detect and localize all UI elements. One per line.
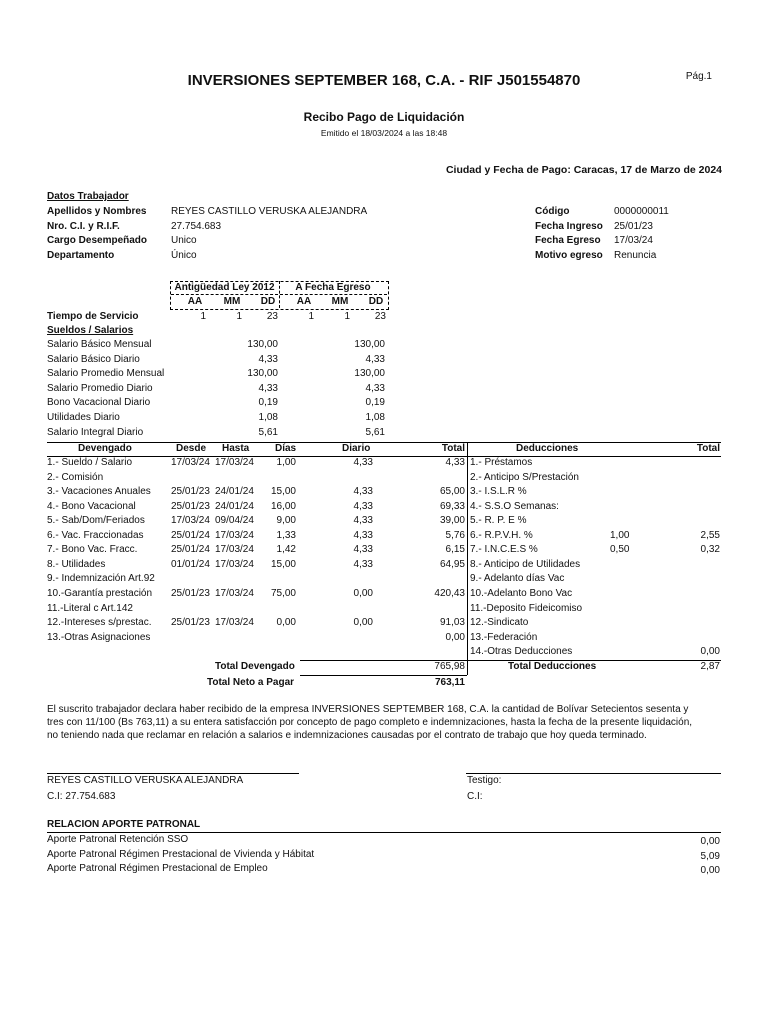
- deduction-percent: 0,50: [610, 544, 630, 556]
- salary-value-exit: 4,33: [365, 353, 385, 365]
- declaration-line: no teniendo nada que reclamar en relación a salarios e indemnizaciones causadas por el contrato de trabajo que hoy queda terminado.: [47, 730, 647, 741]
- earning-total: 420,43: [434, 587, 465, 599]
- worker-field-label: Departamento: [47, 250, 115, 261]
- declaration-line: tres con 11/100 (Bs 763,11) a su entera satisfacción por concepto de pago completo e indemnizaciones, hasta la fecha de la presente liquidación,: [47, 717, 693, 728]
- col-deducciones: Deducciones: [516, 443, 579, 454]
- earning-daily: 0,00: [353, 587, 373, 599]
- salary-value-exit: 4,33: [365, 382, 385, 394]
- deduction-concept: 4.- S.S.O Semanas:: [470, 500, 559, 512]
- deduction-concept: 6.- R.P.V.H. %: [470, 529, 533, 541]
- earning-days: 1,00: [276, 457, 296, 468]
- total-deductions-value: 2,87: [700, 661, 720, 672]
- seniority-group-title: A Fecha Egreso: [295, 282, 371, 293]
- earning-from: 25/01/23: [171, 486, 210, 498]
- service-time-value: 1: [236, 311, 242, 322]
- deduction-concept: 5.- R. P. E %: [470, 515, 527, 527]
- worker-field-label: Nro. C.I. y R.I.F.: [47, 221, 120, 232]
- earning-total: 6,15: [445, 544, 465, 556]
- service-time-value: 23: [374, 311, 386, 322]
- net-pay-label: Total Neto a Pagar: [207, 677, 295, 688]
- col-total-ded: Total: [696, 443, 720, 454]
- deduction-concept: 7.- I.N.C.E.S %: [470, 544, 538, 556]
- employer-contribution-line: [47, 832, 721, 833]
- earning-total: 64,95: [439, 558, 465, 570]
- total-earnings-value: 765,98: [434, 661, 465, 672]
- deduction-concept: 12.-Sindicato: [470, 617, 529, 629]
- earning-from: 17/03/24: [171, 457, 210, 468]
- worker-field-value: 17/03/24: [614, 235, 653, 246]
- deduction-total: 2,55: [700, 529, 720, 541]
- company-title: INVERSIONES SEPTEMBER 168, C.A. - RIF J501554870: [187, 72, 581, 89]
- total-earnings-label: Total Devengado: [215, 661, 295, 672]
- seniority-col-mm: MM: [223, 296, 241, 307]
- salary-label: Salario Básico Mensual: [47, 339, 152, 350]
- earning-concept: 11.-Literal c Art.142: [47, 602, 133, 614]
- worker-field-value: 0000000011: [614, 206, 669, 217]
- seniority-group-title: Antigüedad Ley 2012: [174, 282, 275, 293]
- earning-to: 24/01/24: [215, 486, 254, 498]
- earning-concept: 9.- Indemnización Art.92: [47, 573, 155, 585]
- earning-to: 24/01/24: [215, 500, 254, 512]
- payment-city-date: Ciudad y Fecha de Pago: Caracas, 17 de Marzo de 2024: [445, 164, 722, 176]
- earning-concept: 10.-Garantía prestación: [47, 587, 153, 599]
- earning-to: 17/03/24: [215, 529, 254, 541]
- earning-from: 25/01/23: [171, 587, 210, 599]
- salary-label: Salario Promedio Diario: [47, 382, 153, 394]
- earning-concept: 6.- Vac. Fraccionadas: [47, 529, 144, 541]
- earning-total: 65,00: [439, 486, 465, 498]
- deduction-concept: 3.- I.S.L.R %: [470, 486, 527, 498]
- salaries-title: Sueldos / Salarios: [47, 325, 134, 336]
- col-dias: Días: [275, 443, 297, 454]
- issued-date: Emitido el 18/03/2024 a las 18:48: [320, 128, 448, 138]
- col-devengado: Devengado: [78, 443, 132, 454]
- earning-to: 09/04/24: [215, 515, 254, 527]
- worker-field-label: Motivo egreso: [535, 250, 603, 261]
- earning-daily: 4,33: [353, 529, 373, 541]
- earning-total: 5,76: [445, 529, 465, 541]
- deduction-concept: 14.-Otras Deducciones: [470, 646, 573, 658]
- earning-from: 25/01/24: [171, 544, 210, 556]
- earning-to: 17/03/24: [215, 544, 254, 556]
- header-bottom-line: [47, 456, 721, 457]
- earning-daily: 4,33: [353, 486, 373, 498]
- contribution-label: Aporte Patronal Retención SSO: [47, 834, 189, 845]
- witness-label: Testigo:: [467, 775, 502, 786]
- earning-daily: 0,00: [353, 617, 373, 629]
- deduction-concept: 10.-Adelanto Bono Vac: [470, 587, 573, 599]
- earning-concept: 1.- Sueldo / Salario: [47, 457, 133, 468]
- service-time-value: 1: [200, 311, 206, 322]
- earning-daily: 4,33: [353, 500, 373, 512]
- earning-concept: 3.- Vacaciones Anuales: [47, 486, 151, 498]
- table-divider: [467, 443, 468, 675]
- earning-from: 25/01/24: [171, 529, 210, 541]
- worker-field-label: Fecha Ingreso: [535, 221, 603, 232]
- earning-total: 4,33: [445, 457, 465, 468]
- deduction-concept: 13.-Federación: [470, 631, 538, 643]
- earning-total: 0,00: [445, 631, 465, 643]
- earning-days: 0,00: [276, 617, 296, 629]
- earning-to: 17/03/24: [215, 617, 254, 629]
- earning-days: 75,00: [270, 587, 296, 599]
- table-top-line: [47, 442, 721, 443]
- witness-ci: C.I:: [467, 791, 483, 802]
- salary-value-law: 130,00: [247, 339, 278, 350]
- declaration-line: El suscrito trabajador declara haber recibido de la empresa INVERSIONES SEPTEMBER 168, C.A. la cantidad de Bolívar Setecientos sesenta y: [47, 704, 689, 715]
- earning-daily: 4,33: [353, 515, 373, 527]
- worker-field-label: Código: [535, 206, 570, 217]
- earning-concept: 8.- Utilidades: [47, 558, 106, 570]
- page-number: Pág.1: [685, 71, 712, 82]
- employer-contribution-title: RELACION APORTE PATRONAL: [47, 819, 201, 830]
- col-diario: Diario: [342, 443, 371, 454]
- earning-concept: 4.- Bono Vacacional: [47, 500, 136, 512]
- worker-signature-name: REYES CASTILLO VERUSKA ALEJANDRA: [47, 775, 244, 786]
- contribution-value: 0,00: [700, 836, 720, 847]
- seniority-col-dd: DD: [368, 296, 384, 307]
- worker-field-value: 27.754.683: [171, 221, 222, 232]
- earning-from: 17/03/24: [171, 515, 210, 527]
- col-total: Total: [441, 443, 465, 454]
- earning-total: 69,33: [439, 500, 465, 512]
- worker-field-value: Único: [171, 250, 197, 261]
- earning-daily: 4,33: [353, 544, 373, 556]
- deduction-concept: 2.- Anticipo S/Prestación: [470, 471, 579, 483]
- salary-value-law: 0,19: [258, 397, 278, 409]
- worker-field-label: Cargo Desempeñado: [47, 235, 148, 246]
- deduction-concept: 9.- Adelanto días Vac: [470, 573, 565, 585]
- earning-from: 25/01/23: [171, 500, 210, 512]
- earning-to: 17/03/24: [215, 558, 254, 570]
- deduction-total: 0,32: [700, 544, 720, 556]
- salary-value-law: 130,00: [247, 368, 278, 380]
- earning-concept: 2.- Comisión: [47, 471, 104, 483]
- seniority-col-aa: AA: [187, 296, 203, 307]
- worker-signature-ci: C.I: 27.754.683: [47, 791, 116, 802]
- salary-value-law: 4,33: [258, 353, 278, 365]
- worker-field-value: Renuncia: [614, 250, 657, 261]
- earning-to: 17/03/24: [215, 457, 254, 468]
- salary-value-law: 4,33: [258, 382, 278, 394]
- earning-concept: 5.- Sab/Dom/Feriados: [47, 515, 145, 527]
- salary-value-exit: 0,19: [365, 397, 385, 409]
- salary-value-law: 1,08: [258, 412, 278, 423]
- deduction-percent: 1,00: [610, 529, 630, 541]
- salary-value-exit: 130,00: [354, 339, 385, 350]
- seniority-col-aa: AA: [296, 296, 312, 307]
- net-pay-value: 763,11: [434, 677, 465, 688]
- deduction-concept: 11.-Deposito Fideicomiso: [470, 602, 583, 614]
- earning-days: 15,00: [270, 558, 296, 570]
- salary-label: Salario Integral Diario: [47, 426, 144, 438]
- worker-field-value: 25/01/23: [614, 221, 653, 232]
- total-deductions-label: Total Deducciones: [508, 661, 597, 672]
- earning-days: 1,42: [276, 544, 296, 556]
- salary-label: Bono Vacacional Diario: [47, 397, 151, 409]
- salary-value-law: 5,61: [258, 426, 278, 438]
- witness-signature-line: [466, 773, 721, 774]
- document-title: Recibo Pago de Liquidación: [303, 110, 465, 124]
- col-desde: Desde: [176, 443, 207, 454]
- salary-label: Utilidades Diario: [47, 412, 120, 423]
- worker-field-label: Fecha Egreso: [535, 235, 601, 246]
- service-time-label: Tiempo de Servicio: [47, 311, 139, 322]
- contribution-label: Aporte Patronal Régimen Prestacional de Empleo: [47, 863, 268, 875]
- earning-concept: 7.- Bono Vac. Fracc.: [47, 544, 138, 556]
- earning-total: 39,00: [439, 515, 465, 527]
- seniority-col-mm: MM: [331, 296, 349, 307]
- service-time-value: 1: [308, 311, 314, 322]
- service-time-value: 1: [344, 311, 350, 322]
- contribution-value: 0,00: [700, 865, 720, 877]
- earning-days: 9,00: [276, 515, 296, 527]
- worker-field-label: Apellidos y Nombres: [47, 206, 147, 217]
- earning-days: 15,00: [270, 486, 296, 498]
- worker-field-value: Unico: [171, 235, 197, 246]
- earning-from: 01/01/24: [171, 558, 210, 570]
- salary-value-exit: 130,00: [354, 368, 385, 380]
- salary-value-exit: 1,08: [365, 412, 385, 423]
- earning-daily: 4,33: [353, 558, 373, 570]
- deduction-concept: 1.- Préstamos: [470, 457, 533, 468]
- seniority-divider: [171, 294, 387, 295]
- contribution-label: Aporte Patronal Régimen Prestacional de Vivienda y Hábitat: [47, 848, 315, 860]
- earning-daily: 4,33: [353, 457, 373, 468]
- salary-label: Salario Básico Diario: [47, 353, 140, 365]
- earning-total: 91,03: [439, 617, 465, 629]
- earning-days: 1,33: [276, 529, 296, 541]
- col-hasta: Hasta: [222, 443, 250, 454]
- deduction-total: 0,00: [700, 646, 720, 658]
- earning-from: 25/01/23: [171, 617, 210, 629]
- seniority-col-dd: DD: [260, 296, 276, 307]
- worker-section-title: Datos Trabajador: [47, 191, 129, 202]
- worker-field-value: REYES CASTILLO VERUSKA ALEJANDRA: [171, 206, 368, 217]
- net-line: [300, 675, 467, 676]
- earning-concept: 12.-Intereses s/prestac.: [47, 617, 152, 629]
- earning-to: 17/03/24: [215, 587, 254, 599]
- service-time-value: 23: [266, 311, 278, 322]
- salary-label: Salario Promedio Mensual: [47, 368, 165, 380]
- contribution-value: 5,09: [700, 850, 720, 862]
- worker-signature-line: [47, 773, 299, 774]
- deduction-concept: 8.- Anticipo de Utilidades: [470, 558, 581, 570]
- salary-value-exit: 5,61: [365, 426, 385, 438]
- earning-days: 16,00: [270, 500, 296, 512]
- earning-concept: 13.-Otras Asignaciones: [47, 631, 151, 643]
